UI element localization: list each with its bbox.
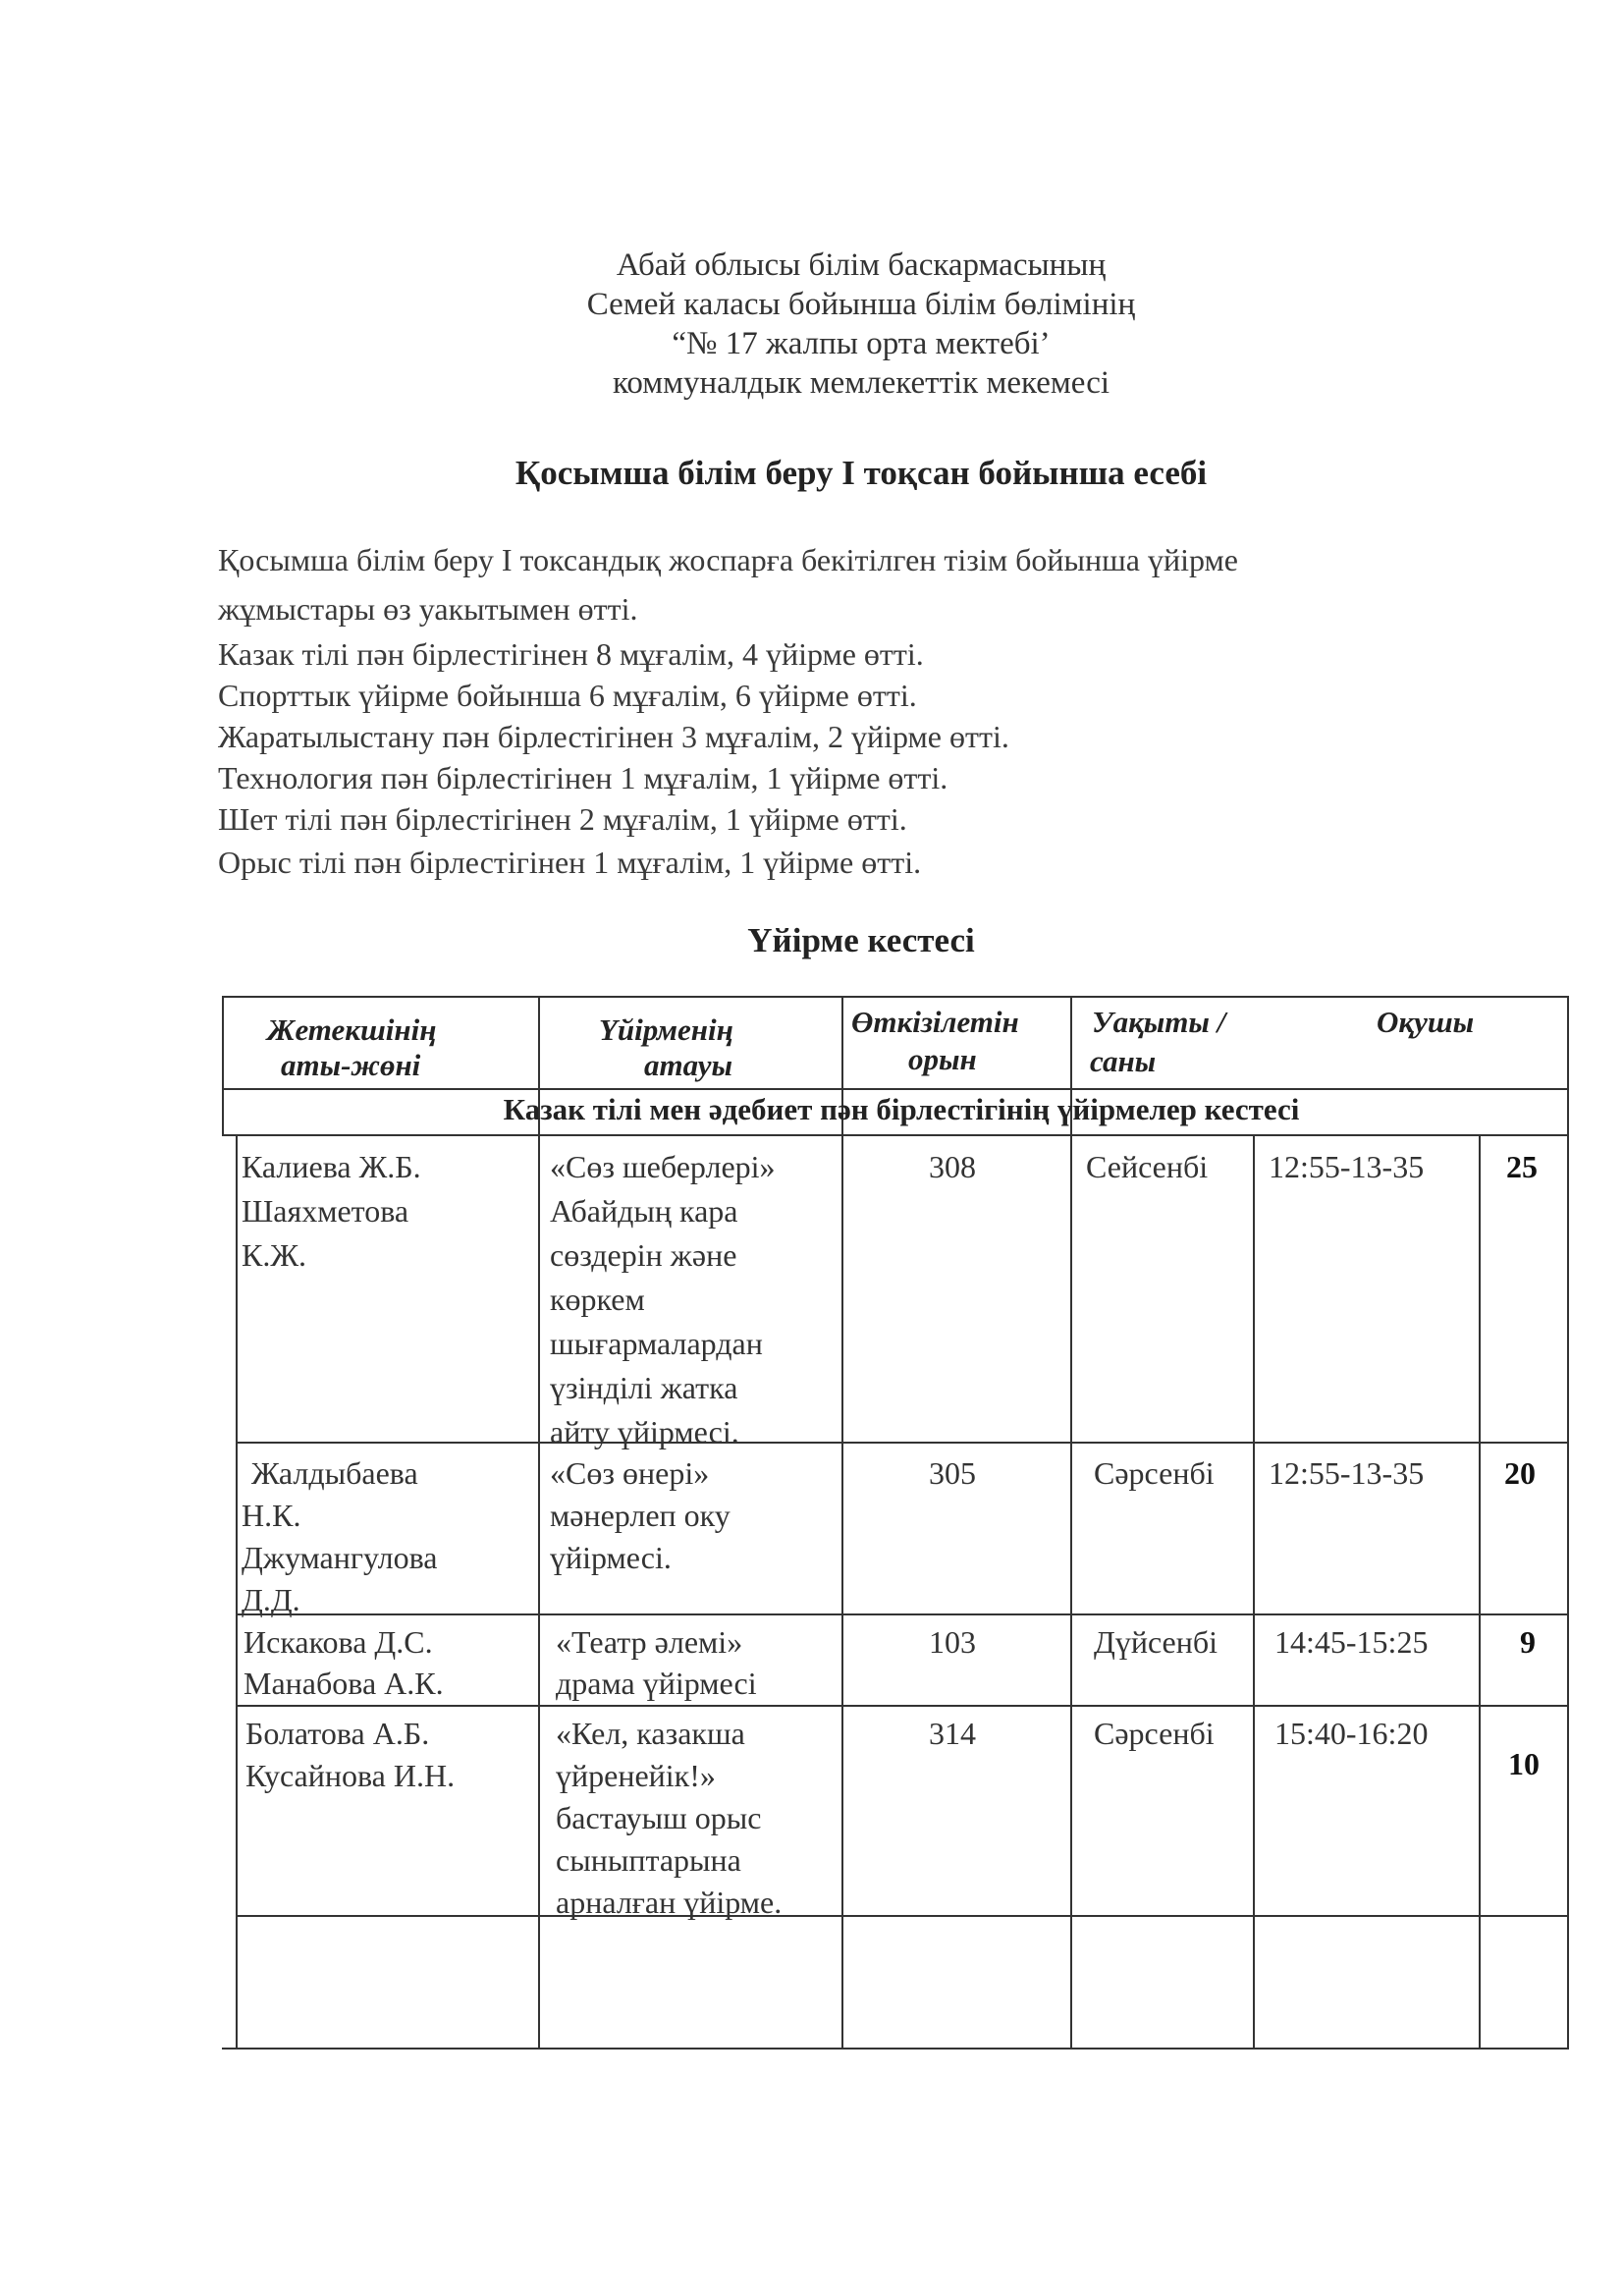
header-line-4: коммуналдык мемлекеттік мекемесі: [612, 365, 1110, 401]
intro-line: Қосымша білім беру I токсандық жоспарға бекітілген тізім бойынша үйірме: [218, 542, 1238, 577]
header-leader: аты-жөні: [281, 1048, 421, 1082]
intro-line: Жаратылыстану пән бірлестігінен 3 мұғалім, 2 үйірме өтті.: [218, 719, 1009, 754]
table-rule: [222, 1088, 1569, 1090]
club-name: сыныптарына: [556, 1842, 741, 1878]
header-room: орын: [908, 1042, 977, 1076]
club-name: шығармалардан: [550, 1326, 763, 1361]
intro-line: жұмыстары өз уакытымен өтті.: [218, 591, 638, 627]
intro-line: Казак тілі пән бірлестігінен 8 мұғалім, 4 үйірме өтті.: [218, 636, 924, 672]
table-rule: [222, 1134, 1569, 1136]
table-col-line: [1479, 1134, 1481, 2048]
time-slot: 12:55-13-35: [1269, 1455, 1425, 1491]
leader-name: Жалдыбаева: [251, 1455, 418, 1491]
student-count: 25: [1506, 1149, 1538, 1184]
header-line-2: Семей каласы бойынша білім бөлімінің: [586, 287, 1136, 322]
table-col-line: [1253, 1134, 1255, 2048]
club-name: арналған үйірме.: [556, 1885, 783, 1920]
club-name: «Сөз шеберлері»: [550, 1149, 776, 1184]
header-club: атауы: [644, 1048, 732, 1082]
time-slot: 15:40-16:20: [1274, 1716, 1429, 1751]
club-name: «Сөз өнері»: [550, 1455, 710, 1491]
club-name: көркем: [550, 1282, 645, 1317]
header-leader: Жетекшінің: [267, 1012, 437, 1047]
header-time: Уақыты /: [1092, 1005, 1226, 1039]
club-name: айту үйірмесі.: [550, 1414, 739, 1449]
schedule-title: Үйірме кестесі: [747, 921, 975, 959]
club-name: драма үйірмесі: [556, 1666, 757, 1701]
header-line-1: Абай облысы білім баскармасының: [616, 247, 1107, 283]
report-title: Қосымша білім беру I тоқсан бойынша есебі: [514, 454, 1208, 492]
header-line-3: “№ 17 жалпы орта мектебі’: [672, 326, 1051, 361]
section-title: Казак тілі мен әдебиет пән бірлестігінің үйірмелер кестесі: [503, 1092, 1300, 1126]
day-of-week: Сәрсенбі: [1094, 1455, 1215, 1491]
student-count: 9: [1520, 1624, 1536, 1660]
table-border-right: [1567, 996, 1569, 2048]
student-count: 20: [1504, 1455, 1536, 1491]
club-name: Абайдың кара: [550, 1193, 738, 1229]
club-name: үйірмесі.: [550, 1540, 672, 1575]
day-of-week: Сейсенбі: [1086, 1149, 1209, 1184]
leader-name: Кусайнова И.Н.: [245, 1758, 456, 1793]
header-students: саны: [1090, 1044, 1157, 1078]
club-name: «Театр әлемі»: [556, 1624, 743, 1660]
room-number: 314: [929, 1716, 976, 1751]
table-rule: [236, 1442, 1569, 1444]
room-number: 308: [929, 1149, 976, 1184]
table-rule: [236, 1915, 1569, 1917]
time-slot: 14:45-15:25: [1274, 1624, 1429, 1660]
room-number: 103: [929, 1624, 976, 1660]
leader-name: Калиева Ж.Б.: [242, 1149, 421, 1184]
club-name: үйренейік!»: [556, 1758, 716, 1793]
header-room: Өткізілетін: [851, 1005, 1019, 1039]
club-name: үзінділі жатка: [550, 1370, 738, 1405]
header-club: Үйірменің: [599, 1012, 733, 1047]
leader-name: Манабова А.К.: [244, 1666, 444, 1701]
leader-name: Искакова Д.С.: [244, 1624, 433, 1660]
club-name: сөздерін және: [550, 1237, 737, 1273]
intro-line: Спорттык үйірме бойынша 6 мұғалім, 6 үйірме өтті.: [218, 678, 917, 713]
intro-line: Шет тілі пән бірлестігінен 2 мұғалім, 1 үйірме өтті.: [218, 801, 907, 837]
club-name: бастауыш орыс: [556, 1800, 762, 1835]
leader-name: Д.Д.: [242, 1582, 300, 1617]
student-count: 10: [1508, 1746, 1540, 1781]
table-border-left: [236, 1134, 238, 2048]
leader-name: Болатова А.Б.: [245, 1716, 430, 1751]
table-border-left: [222, 996, 224, 1136]
day-of-week: Сәрсенбі: [1094, 1716, 1215, 1751]
header-students: Оқушы: [1377, 1005, 1475, 1039]
table-col-line: [841, 996, 843, 2048]
room-number: 305: [929, 1455, 976, 1491]
table-col-line: [1070, 996, 1072, 2048]
intro-line: Технология пән бірлестігінен 1 мұғалім, 1 үйірме өтті.: [218, 760, 948, 795]
table-border-top: [222, 996, 1569, 998]
leader-name: К.Ж.: [242, 1237, 307, 1273]
table-col-line: [538, 996, 540, 2048]
leader-name: Шаяхметова: [242, 1193, 409, 1229]
table-rule: [236, 1613, 1569, 1615]
time-slot: 12:55-13-35: [1269, 1149, 1425, 1184]
intro-line: Орыс тілі пән бірлестігінен 1 мұғалім, 1 үйірме өтті.: [218, 845, 922, 880]
club-name: «Кел, казакша: [556, 1716, 745, 1751]
day-of-week: Дүйсенбі: [1094, 1624, 1218, 1660]
table-border-bottom: [222, 2048, 1569, 2050]
leader-name: Н.К.: [242, 1498, 301, 1533]
leader-name: Джумангулова: [242, 1540, 438, 1575]
club-name: мәнерлеп оку: [550, 1498, 731, 1533]
